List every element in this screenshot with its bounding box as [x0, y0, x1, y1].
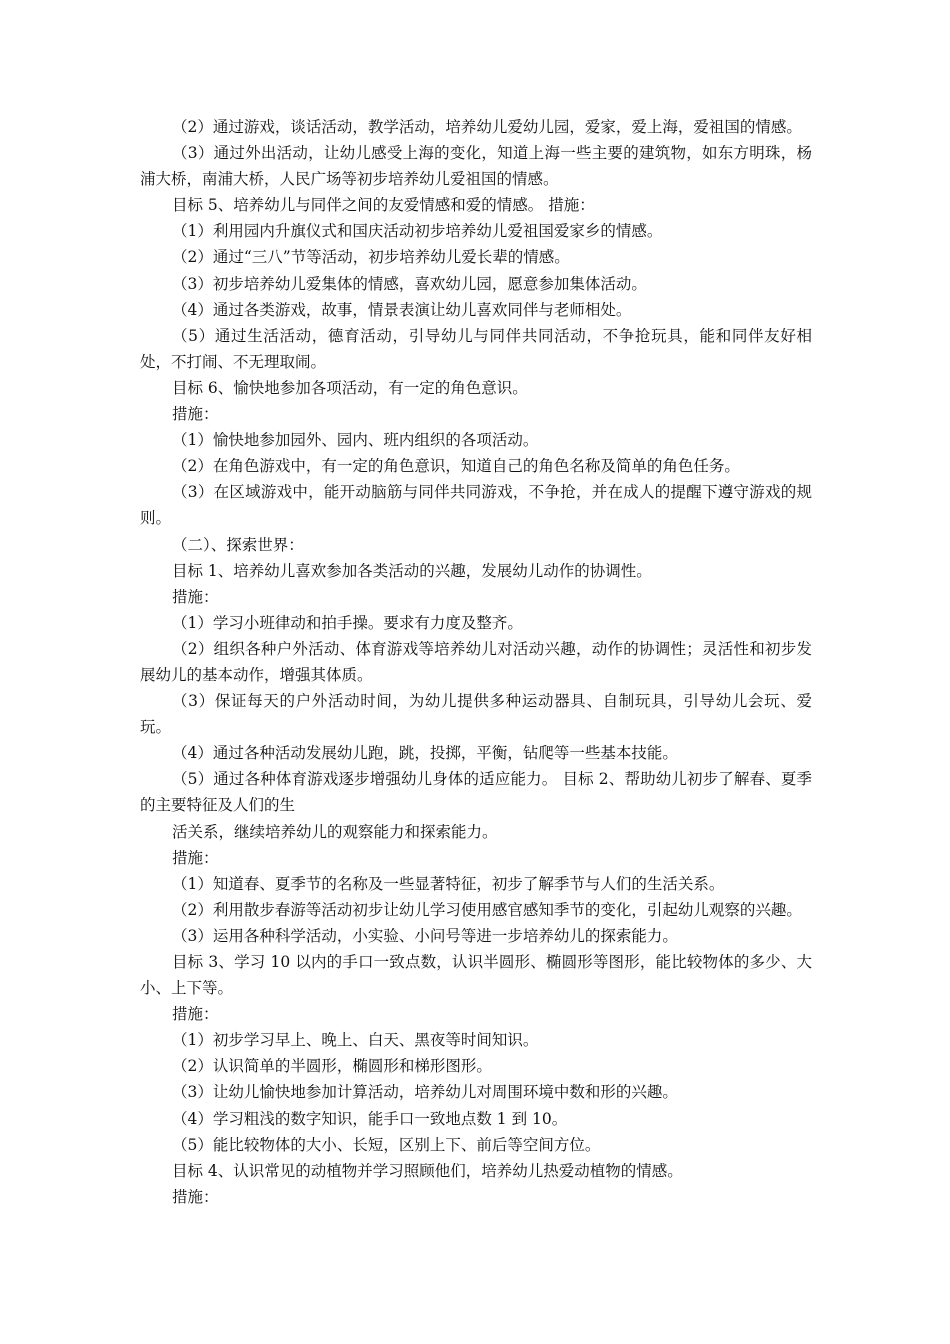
paragraph: （2）组织各种户外活动、体育游戏等培养幼儿对活动兴趣，动作的协调性；灵活性和初步发展幼儿的基本动作，增强其体质。	[140, 639, 812, 684]
paragraph: （3）初步培养幼儿爱集体的情感，喜欢幼儿园，愿意参加集体活动。	[172, 274, 647, 293]
paragraph: 目标 6、愉快地参加各项活动，有一定的角色意识。	[172, 378, 528, 397]
paragraph: （5）通过各种体育游戏逐步增强幼儿身体的适应能力。 目标 2、帮助幼儿初步了解春、夏季的主要特征及人们的生	[140, 770, 812, 815]
paragraph: 目标 1、培养幼儿喜欢参加各类活动的兴趣，发展幼儿动作的协调性。	[172, 561, 652, 580]
paragraph: 措施：	[172, 1187, 219, 1206]
paragraph: （2）利用散步春游等活动初步让幼儿学习使用感官感知季节的变化，引起幼儿观察的兴趣。	[172, 900, 802, 919]
paragraph: （1）学习小班律动和拍手操。要求有力度及整齐。	[172, 613, 523, 632]
paragraph: （2）通过“三八”节等活动，初步培养幼儿爱长辈的情感。	[172, 248, 570, 267]
paragraph: （5）通过生活活动，德育活动，引导幼儿与同伴共同活动，不争抢玩具，能和同伴友好相处，不打闹、不无理取闹。	[140, 326, 812, 371]
paragraph: 措施：	[172, 587, 219, 606]
paragraph: 目标 5、培养幼儿与同伴之间的友爱情感和爱的情感。 措施：	[172, 196, 595, 215]
paragraph: （2）通过游戏，谈话活动，教学活动，培养幼儿爱幼儿园，爱家，爱上海，爱祖国的情感。	[172, 118, 802, 136]
paragraph: （2）在角色游戏中，有一定的角色意识，知道自己的角色名称及简单的角色任务。	[172, 457, 740, 476]
paragraph: 活关系，继续培养幼儿的观察能力和探索能力。	[172, 822, 498, 841]
paragraph: （3）让幼儿愉快地参加计算活动，培养幼儿对周围环境中数和形的兴趣。	[172, 1083, 678, 1102]
paragraph: （1）愉快地参加园外、园内、班内组织的各项活动。	[172, 431, 539, 450]
section-heading: （二）、探索世界：	[172, 535, 304, 554]
paragraph: （1）知道春、夏季节的名称及一些显著特征，初步了解季节与人们的生活关系。	[172, 874, 725, 893]
paragraph: （3）保证每天的户外活动时间，为幼儿提供多种运动器具、自制玩具，引导幼儿会玩、爱玩。	[140, 692, 812, 737]
paragraph: （4）学习粗浅的数字知识，能手口一致地点数 1 到 10。	[172, 1109, 568, 1128]
paragraph: （4）通过各类游戏，故事，情景表演让幼儿喜欢同伴与老师相处。	[172, 300, 632, 319]
paragraph: （4）通过各种活动发展幼儿跑，跳，投掷，平衡，钻爬等一些基本技能。	[172, 744, 678, 763]
paragraph: （3）在区域游戏中，能开动脑筋与同伴共同游戏，不争抢，并在成人的提醒下遵守游戏的规则。	[140, 483, 812, 528]
paragraph: （1）初步学习早上、晚上、白天、黑夜等时间知识。	[172, 1031, 539, 1050]
paragraph: （1）利用园内升旗仪式和国庆活动初步培养幼儿爱祖国爱家乡的情感。	[172, 222, 663, 241]
paragraph: 目标 3、学习 10 以内的手口一致点数，认识半圆形、椭圆形等图形，能比较物体的多少、大小、上下等。	[140, 953, 812, 998]
paragraph: 措施：	[172, 405, 219, 424]
paragraph: 目标 4、认识常见的动植物并学习照顾他们，培养幼儿热爱动植物的情感。	[172, 1161, 683, 1180]
paragraph: （3）运用各种科学活动，小实验、小问号等进一步培养幼儿的探索能力。	[172, 926, 678, 945]
paragraph: 措施：	[172, 848, 219, 867]
paragraph: 措施：	[172, 1005, 219, 1024]
document-page	[140, 114, 812, 1210]
paragraph: （5）能比较物体的大小、长短，区别上下、前后等空间方位。	[172, 1135, 601, 1154]
paragraph: （3）通过外出活动，让幼儿感受上海的变化，知道上海一些主要的建筑物，如东方明珠，杨浦大桥，南浦大桥，人民广场等初步培养幼儿爱祖国的情感。	[140, 144, 812, 189]
paragraph: （2）认识简单的半圆形，椭圆形和梯形图形。	[172, 1057, 492, 1076]
